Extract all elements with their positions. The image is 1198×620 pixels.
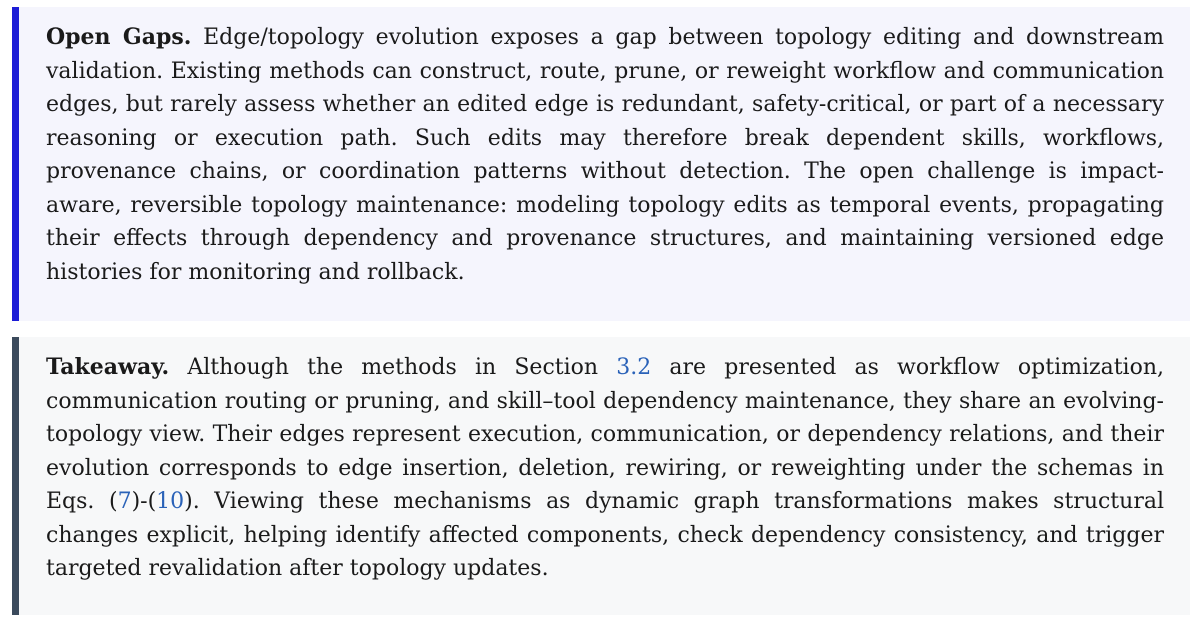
takeaway-text-4: ). Viewing these mechanisms as dynamic graph transformations makes structural changes explicit, helping identify affected components, check dependency consistency, and trigger targeted revalidation after topology updates. <box>46 489 1164 581</box>
open-gaps-accent-bar <box>12 7 19 321</box>
takeaway-text-3: )-( <box>131 489 157 514</box>
open-gaps-paragraph <box>46 21 1164 289</box>
open-gaps-heading: Open Gaps. <box>46 24 192 50</box>
takeaway-text-2: are presented as workflow optimization, communication routing or pruning, and skill–tool dependency maintenance, they share an evolving-topology view. Their edges represent execution, communication, or dependency relations, and their evolution corresponds to edge insertion, deletion, rewiring, or reweighting under the schemas in Eqs. ( <box>46 355 1164 514</box>
takeaway-text-1: Although the methods in Section <box>169 355 617 380</box>
open-gaps-text: Edge/topology evolution exposes a gap between topology editing and downstream validation. Existing methods can construct, route, prune, or reweight workflow and communication edges, but rarely assess whether an edited edge is redundant, safety-critical, or part of a necessary reasoning or execution path. Such edits may therefore break dependent skills, workflows, provenance chains, or coordination patterns without detection. The open challenge is impact-aware, reversible topology maintenance: modeling topology edits as temporal events, propagating their effects through dependency and provenance structures, and maintaining versioned edge histories for monitoring and rollback. <box>46 25 1165 285</box>
open-gaps-box <box>12 7 1190 321</box>
takeaway-heading: Takeaway. <box>46 354 170 380</box>
equation-ref-start-link[interactable]: 7 <box>117 489 132 514</box>
section-ref-link[interactable]: 3.2 <box>616 355 652 380</box>
equation-ref-end-link[interactable]: 10 <box>156 489 185 514</box>
takeaway-box <box>12 337 1190 615</box>
takeaway-paragraph <box>46 351 1164 586</box>
takeaway-accent-bar <box>12 337 19 615</box>
